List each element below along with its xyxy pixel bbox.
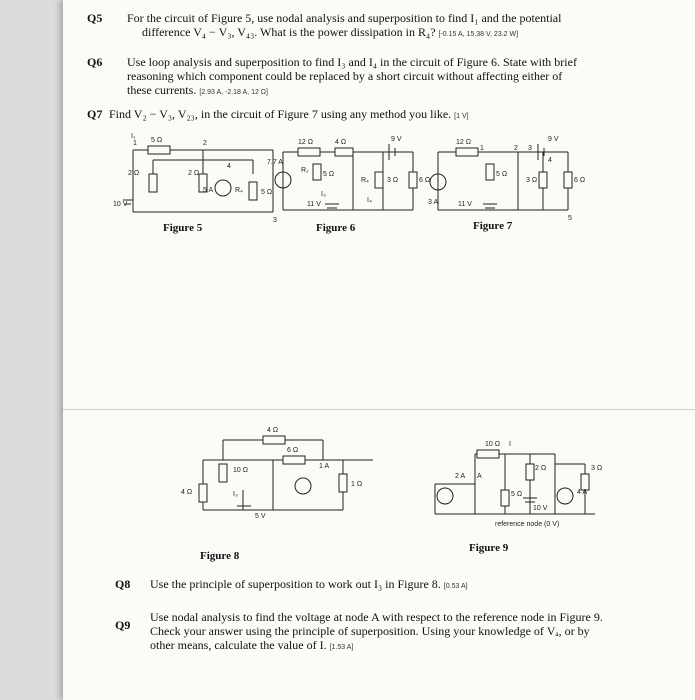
label-resistance: 4 Ω [335,139,347,146]
current-source-icon [295,478,311,494]
label-voltage: 9 V [548,136,559,143]
resistor-r4 [249,182,257,200]
question-number: Q5 [87,11,103,25]
resistor-6-ohm [283,456,305,464]
question-text-line: Check your answer using the principle of superposition. Using your knowledge of Vₐ, or by [150,624,590,638]
label-resistance: 5 Ω [151,137,163,144]
label-current: 4 A [577,489,588,496]
page-divider [63,409,695,410]
label-current: 2 A [455,473,466,480]
resistor-10-ohm [219,464,227,482]
question-text-line: other means, calculate the value of I. [1.53 A] [150,638,354,652]
node-label: 4 [548,157,552,164]
label-resistance: 10 Ω [485,441,500,448]
battery-icon [325,204,339,208]
answer-note: [2.93 A, -2.18 A, 12 Ω] [199,89,268,96]
figure-9-caption: Figure 9 [469,542,509,554]
battery-icon [483,204,497,208]
figure-5-circuit [113,130,283,230]
circuit-wires [435,454,595,514]
label-resistance: 4 Ω [267,427,279,434]
resistor-5-ohm [501,490,509,506]
label-resistance: 5 Ω [261,189,273,196]
node-label: 3 [528,145,532,152]
question-number: Q7 [87,107,103,121]
label-resistance: 2 Ω [188,170,200,177]
figure-5-caption: Figure 5 [163,222,203,234]
resistor-12-ohm [298,148,320,156]
figure-6-caption: Figure 6 [316,222,356,234]
reference-node-label: reference node (0 V) [495,521,560,528]
label-r4: R₄ [235,187,243,194]
resistor-6-ohm [409,172,417,188]
node-label: 3 [273,217,277,224]
node-a-label: A [477,473,482,480]
question-text-line: these currents. [2.93 A, -2.18 A, 12 Ω] [127,83,268,97]
label-current: 1 A [319,463,330,470]
figure-6-circuit [263,132,431,222]
question-number: Q8 [115,577,131,591]
label-voltage: 10 V [533,505,548,512]
label-resistance: 6 Ω [574,177,586,184]
resistor-1-ohm [339,474,347,492]
label-resistance: 12 Ω [456,139,471,146]
resistor-6-ohm [564,172,572,188]
node-label: 1 [133,140,137,147]
resistor-5-ohm [486,164,494,180]
battery-icon [237,506,251,510]
document-page [63,0,695,700]
question-number: Q6 [87,55,103,69]
current-source-icon [215,180,231,196]
node-label: 2 [203,140,207,147]
label-current: I₄ [367,197,372,204]
label-resistance: 10 Ω [233,467,248,474]
answer-note: [1 V] [454,113,469,120]
label-current: I₃ [233,491,238,498]
circuit-wires [153,160,253,174]
label-resistance: 4 Ω [181,489,193,496]
resistor-2-ohm [149,174,157,192]
label-resistance: 2 Ω [535,465,547,472]
label-voltage: 10 V [113,201,128,208]
node-label: 2 [514,145,518,152]
resistor-5-ohm [148,146,170,154]
current-source-icon [557,488,573,504]
label-current: 3 A [428,199,439,206]
figure-7-caption: Figure 7 [473,220,513,232]
label-current: 7.7 A [267,159,283,166]
figure-9-circuit [425,434,615,528]
resistor-10-ohm [477,450,499,458]
resistor-r2 [313,164,321,180]
label-voltage: 9 V [391,136,402,143]
label-voltage: 11 V [458,201,472,208]
question-text-line: Use the principle of superposition to work out I₃ in Figure 8. [0.53 A] [150,577,468,591]
label-current: I [509,441,511,448]
figure-7-circuit [428,132,586,222]
answer-note: [1.53 A] [329,644,354,651]
label-resistance: 5 Ω [496,171,508,178]
label-resistance: 3 Ω [526,177,538,184]
figure-8-circuit [163,420,373,520]
resistor-12-ohm [456,148,478,156]
question-text-line: Use loop analysis and superposition to find I₃ and I₄ in the circuit of Figure 6. State with brief [127,55,577,69]
question-text-line: Use nodal analysis to find the voltage at node A with respect to the reference node in Figure 9. [150,610,603,624]
question-number: Q9 [115,618,131,632]
question-text-line: reasoning which component could be replaced by a short circuit without affecting either of [127,69,563,83]
question-text-line: difference V₄ − V₃, V₄₃. What is the power dissipation in R₄? [-0.15 A, 15.38 V, 23.2 W] [142,25,519,39]
resistor-4-ohm [335,148,353,156]
label-r2: R₂ [301,167,309,174]
question-text-line: Find V₂ − V₃, V₂₃, in the circuit of Figure 7 using any method you like. [1 V] [109,107,469,121]
label-voltage: 5 V [255,513,266,520]
node-label: 4 [227,163,231,170]
resistor-3-ohm [539,172,547,188]
label-resistance: 1 Ω [351,481,363,488]
label-resistance: 3 Ω [387,177,399,184]
resistor-r4 [375,172,383,188]
label-resistance: 2 Ω [128,170,140,177]
label-i1: I₁ [131,133,136,140]
label-resistance: 3 Ω [591,465,603,472]
node-label: 5 [568,215,572,222]
node-label: 1 [480,145,484,152]
current-source-icon [437,488,453,504]
question-text-line: For the circuit of Figure 5, use nodal analysis and superposition to find I₁ and the potential [127,11,562,25]
label-resistance: 6 Ω [287,447,299,454]
label-resistance: 12 Ω [298,139,313,146]
label-resistance: 6 Ω [419,177,431,184]
label-r4: R₄ [361,177,369,184]
label-voltage: 11 V [307,201,321,208]
label-resistance: 5 Ω [511,491,523,498]
resistor-4-ohm [263,436,285,444]
resistor-3-ohm [581,474,589,490]
resistor-2-ohm [526,464,534,480]
label-current: 5 A [203,187,214,194]
resistor-4-ohm [199,484,207,502]
label-resistance: 5 Ω [323,171,335,178]
answer-note: [-0.15 A, 15.38 V, 23.2 W] [438,31,519,38]
label-current: I₃ [321,191,326,198]
figure-8-caption: Figure 8 [200,550,240,562]
answer-note: [0.53 A] [443,583,468,590]
